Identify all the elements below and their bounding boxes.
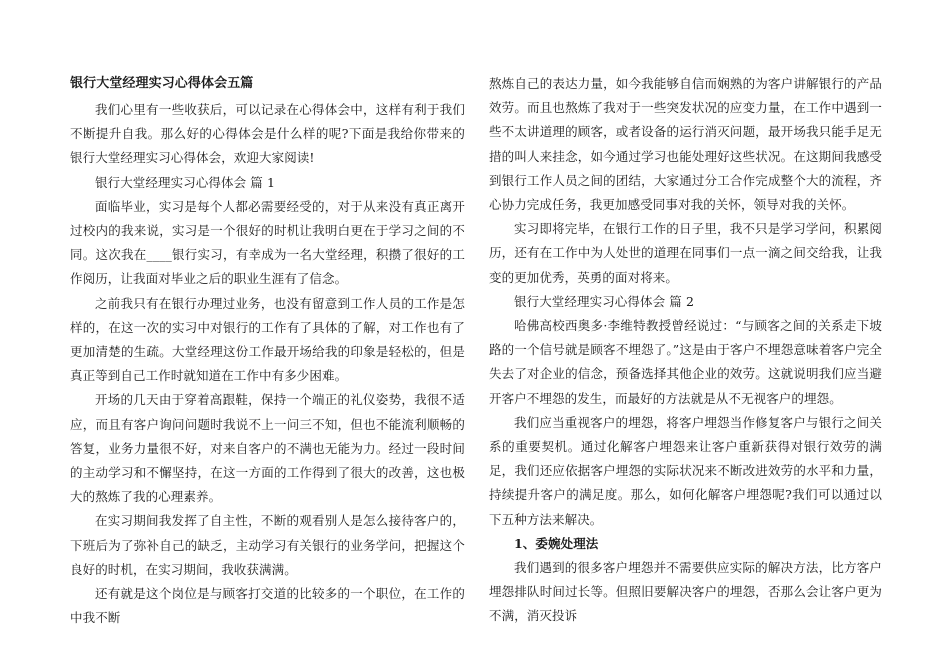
document-title: 银行大堂经理实习心得体会五篇: [70, 76, 254, 91]
right-column: [489, 72, 882, 629]
section-heading-2: 银行大堂经理实习心得体会 篇 2: [514, 293, 695, 309]
paragraph: 面临毕业，实习是每个人都必需要经受的，对于从来没有真正离开过校内的我来说，实习是一个很好的时机让我明白更在于学习之间的不同。这次我在____银行实习，有幸成为一名大堂经理，积攒了很好的工作阅历，让我面对毕业之后的职业生涯有了信念。: [70, 198, 465, 287]
subheading-method-1: 1、委婉处理法: [514, 535, 599, 551]
paragraph: 还有就是这个岗位是与顾客打交道的比较多的一个职位，在工作的中我不断: [70, 586, 465, 626]
paragraph: 在实习期间我发挥了自主性，不断的观看别人是怎么接待客户的，下班后为了弥补自己的缺乏，主动学习有关银行的业务学问，把握这个良好的时机，在实习期间，我收获满满。: [70, 513, 465, 577]
left-column: [70, 72, 465, 630]
section-heading-1: 银行大堂经理实习心得体会 篇 1: [95, 174, 276, 190]
paragraph: 我们应当重视客户的埋怨，将客户埋怨当作修复客户与银行之间关系的重要契机。通过化解客户埋怨来让客户重新获得对银行效劳的满足，我们还应依据客户埋怨的实际状况来不断改进效劳的水平和力量，持续提升客户的满足度。那么，如何化解客户埋怨呢?我们可以通过以下五种方法来解决。: [489, 414, 882, 527]
paragraph: 我们遇到的很多客户埋怨并不需要供应实际的解决方法，比方客户埋怨排队时间过长等。但照旧要解决客户的埋怨，否那么会让客户更为不满，消灭投诉: [489, 560, 882, 624]
paragraph-continued: 熬炼自己的表达力量，如今我能够自信而娴熟的为客户讲解银行的产品效劳。而且也熬炼了我对于一些突发状况的应变力量，在工作中遇到一些不太讲道理的顾客，或者设备的运行消灭问题，最开场我只能手足无措的叫人来挂念，如今通过学习也能处理好这些状况。在这期间我感受到银行工作人员之间的团结，大家通过分工合作完成整个大的流程，齐心协力完成任务，我更加感受同事对我的关怀，领导对我的关怀。: [489, 76, 882, 213]
paragraph: 开场的几天由于穿着高跟鞋，保持一个端正的礼仪姿势，我很不适应，而且有客户询问问题时我说不上一问三不知，但也不能流利顺畅的答复，业务力量很不好，对来自客户的不满也无能为力。经过一段时间的主动学习和不懈坚持，在这一方面的工作得到了很大的改善，这也极大的熬炼了我的心理素养。: [70, 392, 465, 505]
paragraph: 之前我只有在银行办理过业务，也没有留意到工作人员的工作是怎样的，在这一次的实习中对银行的工作有了具体的了解，对工作也有了更加清楚的生疏。大堂经理这份工作最开场给我的印象是轻松的，但是真正等到自己工作时就知道在工作中有多少困难。: [70, 295, 465, 384]
paragraph: 实习即将完毕，在银行工作的日子里，我不只是学习学问，积累阅历，还有在工作中为人处世的道理在同事们一点一滴之间交给我，让我变的更加优秀，英勇的面对将来。: [489, 221, 882, 285]
intro-paragraph: 我们心里有一些收获后，可以记录在心得体会中，这样有利于我们不断提升自我。那么好的心得体会是什么样的呢?下面是我给你带来的银行大堂经理实习心得体会，欢迎大家阅读!: [70, 102, 465, 166]
paragraph: 哈佛高校西奥多·李维特教授曾经说过：“与顾客之间的关系走下坡路的一个信号就是顾客不埋怨了。”这是由于客户不埋怨意味着客户完全失去了对企业的信念，预备选择其他企业的效劳。这就说明我们应当避开客户不埋怨的发生，而最好的方法就是从不无视客户的埋怨。: [489, 318, 882, 406]
